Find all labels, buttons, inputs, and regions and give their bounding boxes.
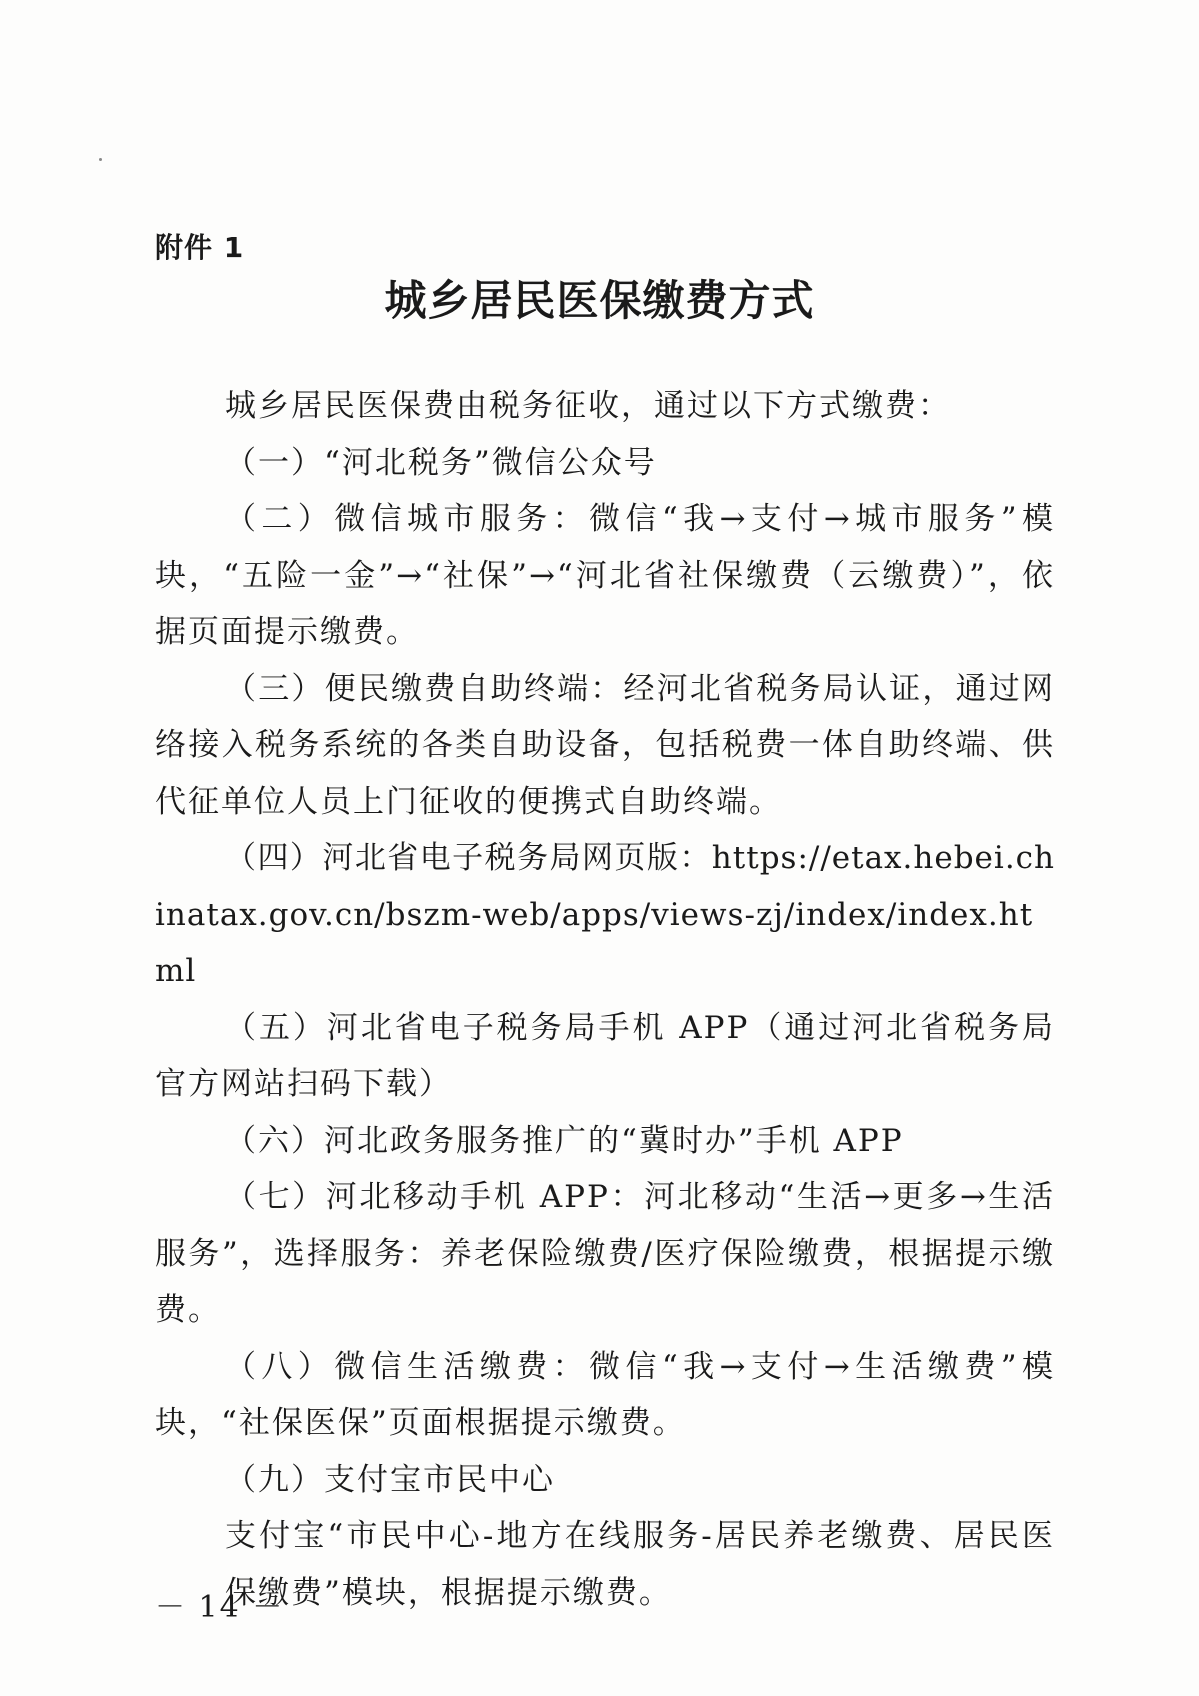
document-body: [155, 378, 1055, 1621]
method-6-paragraph: （六）河北政务服务推广的“冀时办”手机 APP: [225, 1122, 904, 1159]
scan-dot: [99, 158, 102, 161]
intro-paragraph: 城乡居民医保费由税务征收，通过以下方式缴费：: [225, 388, 951, 424]
page-number: － 14 －: [155, 1590, 285, 1625]
method-8-paragraph: （八）微信生活缴费：微信“我→支付→生活缴费”模块，“社保医保”页面根据提示缴费。: [155, 1348, 1055, 1441]
method-2-paragraph: （二）微信城市服务：微信“我→支付→城市服务”模块，“五险一金”→“社保”→“河北省社保缴费（云缴费）”，依据页面提示缴费。: [155, 501, 1055, 650]
method-9-paragraph: （九）支付宝市民中心: [225, 1461, 555, 1498]
method-7-paragraph: （七）河北移动手机 APP：河北移动“生活→更多→生活服务”，选择服务：养老保险缴费/医疗保险缴费，根据提示缴费。: [155, 1179, 1055, 1328]
method-5-paragraph: （五）河北省电子税务局手机 APP（通过河北省税务局官方网站扫码下载）: [155, 1009, 1055, 1102]
method-1-paragraph: （一）“河北税务”微信公众号: [225, 444, 657, 481]
method-9-detail-paragraph: 支付宝“市民中心-地方在线服务-居民养老缴费、居民医保缴费”模块，根据提示缴费。: [225, 1518, 1055, 1611]
document-title: 城乡居民医保缴费方式: [384, 276, 815, 325]
method-3-paragraph: （三）便民缴费自助终端：经河北省税务局认证，通过网络接入税务系统的各类自助设备，包括税费一体自助终端、供代征单位人员上门征收的便携式自助终端。: [155, 670, 1055, 820]
method-4-paragraph: （四）河北省电子税务局网页版：https://etax.hebei.chinatax.gov.cn/bszm-web/apps/views-zj/index/index.html: [155, 840, 1055, 989]
attachment-label: 附件 1: [155, 231, 245, 264]
